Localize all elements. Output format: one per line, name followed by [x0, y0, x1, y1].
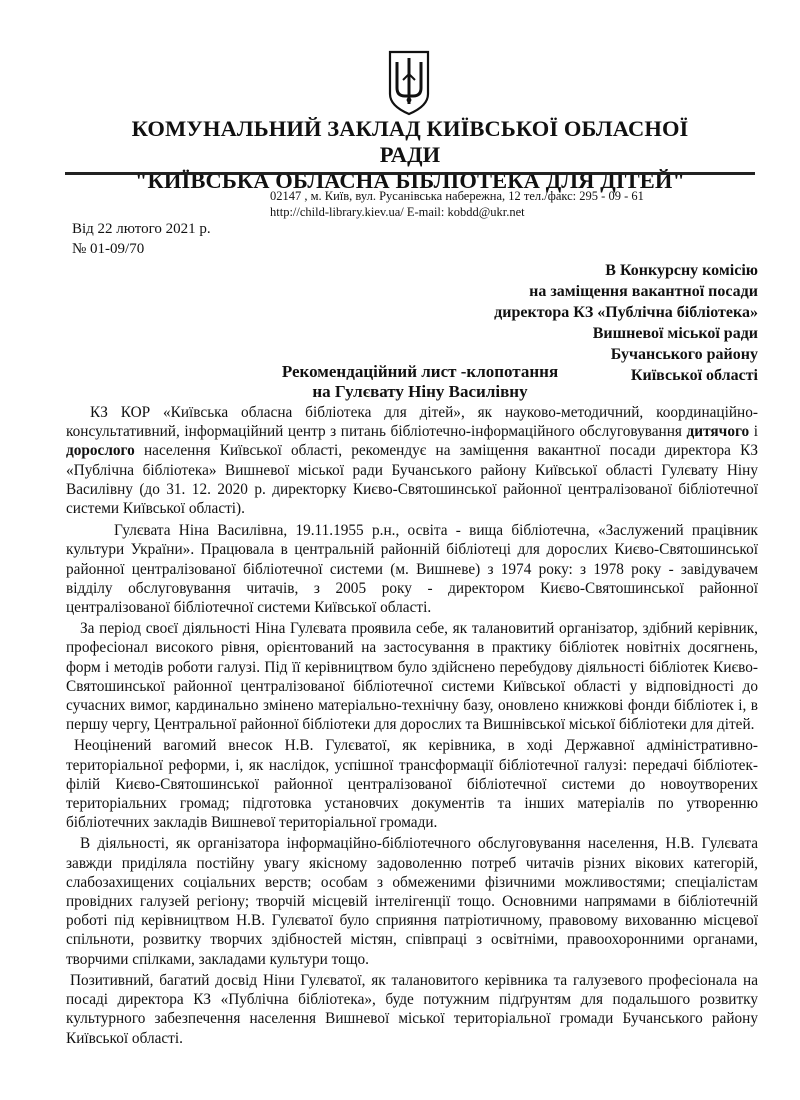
- paragraph-achievements: За період своєї діяльності Ніна Гулєвата проявила себе, як талановитий організатор, здібний керівник, професіонал високого рівня, орієнтований на застосування в практику бібліотек новітніх досягнень, форм і методів роботи галузі. Під її керівництвом було здійснено перебудову діяльності бібліотек Києво-Святошинської районної централізованої бібліотечної системи Київської області у відповідності до сучасних вимог, кардинально змінено матеріально-технічну базу, оновлено книжкові фонди бібліотек і, в першу чергу, Центральної районної бібліотеки для дорослих та Вишнівської міської бібліотеки для дітей.: [66, 620, 758, 734]
- letter-date: Від 22 лютого 2021 р.: [72, 221, 211, 237]
- organization-name: [100, 116, 720, 194]
- letter-body: [66, 403, 758, 1048]
- addressee-line: директора КЗ «Публічна бібліотека»: [494, 304, 758, 321]
- paragraph-conclusion: Позитивний, багатий досвід Ніни Гулєватої, як талановитого керівника та галузевого професіонала на посаді директора КЗ «Публічна бібліотека», буде потужним підґрунтям для подальшого розвитку культурного забезпечення населення Вишневої міської територіальної громади Бучанського району Київської області.: [66, 971, 758, 1047]
- header-rule: [65, 172, 755, 175]
- paragraph-reform: Неоцінений вагомий внесок Н.В. Гулєватої, як керівника, в ході Державної адміністративно-територіальної реформи, і, як наслідок, успішної трансформації бібліотечної галузі: передачі бібліотек-філій Києво-Святошинської районної централізованої бібліотечної системи до новоутворених територіальних громад; підготовка установчих документів та інших матеріалів по утворенню бібліотечних закладів Вишневої територіальної громади.: [66, 737, 758, 832]
- ukraine-trident-icon: [387, 50, 431, 116]
- text-span: населення Київської області, рекомендує на заміщення вакантної посади директора КЗ «Публічна бібліотека» Вишневої міської ради Бучанського району Київської області Гулєвату Ніну Василівну (до 31. 12. 2020 р. директорку Києво-Святошинської районної централізованої бібліотечної системи Київської області).: [66, 442, 758, 518]
- bold-span: дорослого: [66, 442, 135, 460]
- addressee-line: Бучанського району: [610, 346, 758, 363]
- letter-title: [160, 362, 680, 402]
- title-line-1: Рекомендаційний лист -клопотання: [281, 362, 559, 381]
- paragraph-service: В діяльності, як організатора інформаційно-бібліотечного обслуговування населення, Н.В. Гулєвата завжди приділяла постійну увагу якісному задоволенню потреб читачів різних вікових категорій, слабозахищених соціальних верств; особам з обмеженими фізичними можливостями; спеціалістам провідних галузей регіону; творчій місцевій інтелігенції тощо. Основними напрямами в бібліотечній роботі під керівництвом Н.В. Гулєватої було сприяння патріотичному, правовому вихованню місцевої спільноти, розвитку творчих здібностей містян, співпраці з освітніми, правоохоронними органами, творчими спілками, закладами культури тощо.: [66, 835, 758, 968]
- org-line-2: "КИЇВСЬКА ОБЛАСНА БІБЛІОТЕКА ДЛЯ ДІТЕЙ": [134, 168, 686, 193]
- org-line-1: КОМУНАЛЬНИЙ ЗАКЛАД КИЇВСЬКОЇ ОБЛАСНОЇ РАДИ: [131, 116, 689, 167]
- letter-number: № 01-09/70: [72, 241, 145, 257]
- web-email-line: http://child-library.kiev.ua/ E-mail: kobdd@ukr.net: [270, 205, 525, 219]
- text-span: КЗ КОР «Київська обласна бібліотека для дітей», як науково-методичний, координаційно-консультативний, інформаційний центр з питань бібліотечно-інформаційного обслуговування: [66, 404, 758, 441]
- bold-span: дитячого: [686, 423, 750, 441]
- paragraph-biography: Гулєвата Ніна Василівна, 19.11.1955 р.н., освіта - вища бібліотечна, «Заслужений працівник культури України». Працювала в центральній районній бібліотеці для дорослих Києво-Святошинської районної централізованої бібліотечної системи (м. Вишневе) з 1974 року: з 1978 року - завідувачем відділу обслуговування читачів, з 2005 року - директором Києво-Святошинської районної централізованої бібліотечної системи Київської області.: [66, 522, 758, 617]
- addressee-line: Київської області: [630, 367, 758, 384]
- text-span: і: [749, 423, 759, 441]
- addressee-line: на заміщення вакантної посади: [529, 283, 758, 300]
- address-line: 02147 , м. Київ, вул. Русанівська набережна, 12 тел./факс: 295 - 09 - 61: [270, 189, 644, 203]
- letter-refs: [72, 219, 211, 259]
- paragraph-intro: [66, 403, 758, 518]
- contacts: [230, 188, 650, 220]
- addressee-line: Вишневої міської ради: [592, 325, 758, 342]
- title-line-2: на Гулєвату Ніну Василівну: [312, 382, 528, 401]
- addressee-line: В Конкурсну комісію: [605, 262, 758, 279]
